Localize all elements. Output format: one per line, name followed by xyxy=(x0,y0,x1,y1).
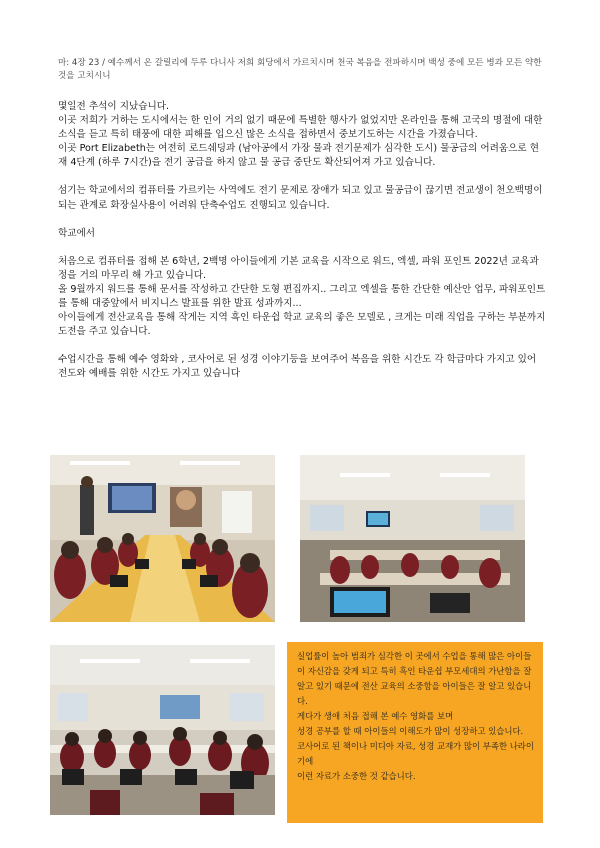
section-heading: 학교에서 xyxy=(58,227,96,239)
paragraph: 처음으로 컴퓨터를 접해 본 6학년, 2백명 아이들에게 기본 교육을 시작으로 워드, 엑셀, 파워 포인트 2022년 교육과정을 거의 마무리 해 가고 있습니다. xyxy=(58,255,539,281)
paragraph-gap xyxy=(58,170,548,184)
paragraph-gap xyxy=(58,339,548,353)
note-line: 실업률이 높아 범죄가 심각한 이 곳에서 수업을 통해 많은 아이들이 자신감을 갖게 되고 특히 흑인 타운쉽 부모세대의 가난함을 잘 알고 있기 때문에 전산 교육의 소중함을 아이들은 잘 알고 있습니다. xyxy=(297,651,532,706)
paragraph-gap xyxy=(58,241,548,255)
classroom-photo-1 xyxy=(50,455,275,622)
note-line: 이런 자료가 소중한 것 같습니다. xyxy=(297,771,416,781)
paragraph: 수업시간을 통해 예수 영화와 , 코사어로 된 성경 이야기등을 보여주어 복음을 위한 시간도 각 학급마다 가지고 있어 전도와 예배를 위한 시간도 가지고 있습니다 xyxy=(58,354,537,380)
paragraph: 이곳 저희가 거하는 도시에서는 한 인이 거의 없기 때문에 특별한 행사가 없었지만 온라인을 통해 고국의 명절에 대한 소식을 듣고 특히 태풍에 대한 피해를 입으신 많은 소식을 접하면서 중보기도하는 시간을 가졌습니다. xyxy=(58,115,543,141)
paragraph: 섬기는 학교에서의 컴퓨터를 가르키는 사역에도 전기 문제로 장애가 되고 있고 물공급이 끊기면 전교생이 천오백명이 되는 관계로 화장실사용이 어려워 단축수업도 진행되고 있습니다. xyxy=(58,185,543,211)
highlight-note-box xyxy=(287,642,543,823)
note-line: 성경 공부를 할 때 아이들의 이해도가 많이 성장하고 있습니다. xyxy=(297,726,524,736)
scripture-verse: 마: 4장 23 / 예수께서 온 갈릴리에 두루 다니사 저희 회당에서 가르치시며 천국 복음을 전파하시며 백성 중에 모든 병과 모든 약한 것을 고치시니 xyxy=(58,58,542,81)
body-text xyxy=(58,100,548,382)
paragraph: 이곳 Port Elizabeth는 여전히 로드쉐딩과 (남아공에서 가장 물과 전기문제가 심각한 도시) 물공급의 어려움으로 현재 4단계 (하루 7시간)을 전기 공급을 하지 않고 물 공급 중단도 확산되어져 가고 있습니다. xyxy=(58,143,539,169)
classroom-photo-2 xyxy=(300,455,525,622)
paragraph-gap xyxy=(58,213,548,227)
paragraph: 몇일전 추석이 지났습니다. xyxy=(58,101,170,112)
note-line: 코사어로 된 책이나 미디아 자료, 성경 교재가 많이 부족한 나라이기에 xyxy=(297,741,534,766)
classroom-photo-3 xyxy=(50,645,275,815)
paragraph: 올 9월까지 워드를 통해 문서를 작성하고 간단한 도형 편집까지.. 그리고 엑셀을 통한 간단한 예산안 업무, 파워포인트를 통해 대중앞에서 비지니스 발표를 위한 발표 성과까지... xyxy=(58,283,546,310)
note-line: 게다가 생애 처음 접해 본 예수 영화를 보며 xyxy=(297,711,454,721)
paragraph: 아이들에게 전산교육을 통해 작게는 지역 흑인 타운쉽 학교 교육의 좋은 모델로 , 크게는 미래 직업을 구하는 부분까지 도전을 주고 있습니다. xyxy=(58,312,546,338)
